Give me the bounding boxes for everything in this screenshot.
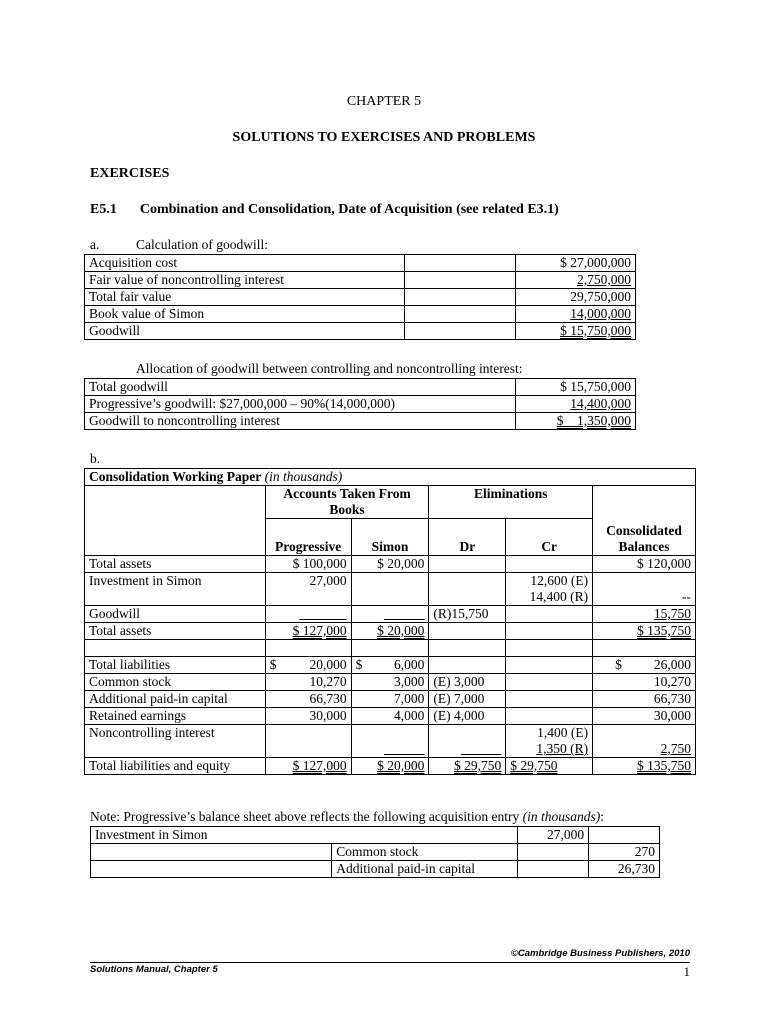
exercise-heading	[90, 202, 559, 218]
row-label: Retained earnings	[85, 708, 266, 725]
cell-simon: $ 20,000	[351, 556, 429, 573]
cell-progressive: 27,000	[265, 573, 351, 606]
row-label: Goodwill	[85, 606, 266, 623]
allocation-table	[84, 378, 636, 430]
header-dr: Dr	[429, 519, 506, 556]
cell-simon: $ 20,000	[377, 623, 425, 638]
row-label: Total assets	[85, 556, 266, 573]
cell-progressive: 66,730	[265, 691, 351, 708]
row-value: $ 15,750,000	[560, 323, 631, 338]
table-header-row	[85, 486, 696, 519]
cell-progressive: $ 100,000	[265, 556, 351, 573]
acquisition-entry-table	[90, 826, 660, 878]
working-paper-title-bold: Consolidation Working Paper	[89, 469, 262, 484]
entry-debit	[518, 861, 589, 878]
working-paper-title	[85, 469, 696, 486]
cell-dr	[429, 556, 506, 573]
row-label: Additional paid-in capital	[85, 691, 266, 708]
chapter-heading: CHAPTER 5	[346, 94, 422, 109]
table-row	[91, 861, 660, 878]
table-row	[85, 289, 636, 306]
entry-credit-account: Common stock	[332, 844, 518, 861]
cell-dr: (E) 3,000	[429, 674, 506, 691]
cell-consolidated: 10,270	[593, 674, 696, 691]
note-colon: :	[600, 809, 605, 824]
cell-progressive: $ 127,000	[292, 758, 347, 773]
row-label: Progressive’s goodwill: $27,000,000 – 90%(14,000,000)	[85, 396, 516, 413]
cell-simon: 4,000	[351, 708, 429, 725]
entry-account	[91, 844, 332, 861]
cell-progressive	[265, 725, 351, 758]
cell-consolidated: $ 135,750	[637, 758, 691, 773]
cell-cr	[506, 691, 593, 708]
cell-cr	[506, 573, 593, 606]
row-label: Total liabilities and equity	[85, 758, 266, 775]
cell-cr	[506, 708, 593, 725]
table-row	[85, 255, 636, 272]
page-number: 1	[683, 964, 690, 979]
table-row	[91, 844, 660, 861]
cell-cr	[506, 725, 593, 758]
table-row	[85, 758, 696, 775]
row-label: Acquisition cost	[85, 255, 405, 272]
cell-simon: 7,000	[351, 691, 429, 708]
cell-dr: (E) 7,000	[429, 691, 506, 708]
exercise-title: Combination and Consolidation, Date of Acquisition (see related E3.1)	[139, 202, 559, 217]
cell-progressive: $ 20,000	[265, 657, 351, 674]
table-row	[85, 396, 636, 413]
cell-consolidated: 2,750	[660, 741, 691, 756]
cell-consolidated: $ 135,750	[637, 623, 691, 638]
row-value: $ 27,000,000	[516, 255, 636, 272]
header-progressive: Progressive	[265, 519, 351, 556]
part-a-intro: Calculation of goodwill:	[136, 237, 268, 252]
header-simon: Simon	[351, 519, 429, 556]
entry-credit-account: Additional paid-in capital	[332, 861, 518, 878]
table-row	[85, 306, 636, 323]
cell-cr	[506, 623, 593, 640]
table-row	[85, 606, 696, 623]
entry-credit: 26,730	[589, 861, 660, 878]
cell-cr	[506, 657, 593, 674]
table-row	[85, 272, 636, 289]
cell-cr-line2: 14,400 (R)	[529, 589, 589, 604]
row-label: Total assets	[85, 623, 266, 640]
header-accounts: Accounts Taken From Books	[265, 486, 429, 519]
cell-progressive: $ 127,000	[292, 623, 347, 638]
footer-divider	[90, 962, 690, 963]
page-title: SOLUTIONS TO EXERCISES AND PROBLEMS	[232, 130, 536, 145]
cell-simon: $ 6,000	[351, 657, 429, 674]
cell-cr	[506, 606, 593, 623]
header-eliminations: Eliminations	[429, 486, 593, 519]
table-row	[85, 674, 696, 691]
note-body: Note: Progressive’s balance sheet above reflects the following acquisition entry	[90, 809, 520, 824]
cell-simon: $ 20,000	[377, 758, 425, 773]
cell-consolidated: $ 26,000	[593, 657, 696, 674]
cell-dr: (R)15,750	[429, 606, 506, 623]
cell-simon	[351, 573, 429, 606]
row-label: Goodwill to noncontrolling interest	[85, 413, 516, 430]
cell-dr: $ 29,750	[454, 758, 502, 773]
working-paper-title-italic: (in thousands)	[264, 469, 343, 484]
cell-cr: $ 29,750	[510, 758, 558, 773]
row-label: Noncontrolling interest	[85, 725, 266, 758]
note-text	[90, 809, 604, 825]
cell-consolidated: --	[593, 573, 696, 606]
row-label: Total fair value	[85, 289, 405, 306]
cell-cr-line1: 12,600 (E)	[530, 573, 589, 588]
table-row	[85, 725, 696, 758]
row-label: Common stock	[85, 674, 266, 691]
table-row	[85, 657, 696, 674]
header-consolidated: Consolidated Balances	[593, 486, 696, 556]
row-label: Book value of Simon	[85, 306, 405, 323]
cell-progressive: 30,000	[265, 708, 351, 725]
row-value: $ 1,350,000	[556, 413, 631, 428]
goodwill-table	[84, 254, 636, 340]
entry-credit: 270	[589, 844, 660, 861]
entry-account: Investment in Simon	[91, 827, 518, 844]
row-value: $ 15,750,000	[516, 379, 636, 396]
table-row	[85, 623, 696, 640]
cell-consolidated: 30,000	[593, 708, 696, 725]
row-label: Goodwill	[85, 323, 405, 340]
row-label: Total liabilities	[85, 657, 266, 674]
row-label: Fair value of noncontrolling interest	[85, 272, 405, 289]
part-a-label: a.	[90, 237, 100, 252]
cell-cr	[506, 674, 593, 691]
entry-credit	[589, 827, 660, 844]
cell-cr	[506, 556, 593, 573]
note-italic: (in thousands)	[522, 809, 601, 824]
table-row	[91, 827, 660, 844]
section-heading: EXERCISES	[90, 166, 170, 181]
spacer-row	[85, 640, 696, 657]
table-title-row	[85, 469, 696, 486]
cell-consolidated: $ 120,000	[593, 556, 696, 573]
row-value: 14,400,000	[570, 396, 631, 411]
exercise-number: E5.1	[90, 202, 117, 217]
cell-dr: (E) 4,000	[429, 708, 506, 725]
table-row	[85, 379, 636, 396]
entry-debit	[518, 844, 589, 861]
row-label: Investment in Simon	[85, 573, 266, 606]
cell-simon: 3,000	[351, 674, 429, 691]
copyright-notice: ©Cambridge Business Publishers, 2010	[510, 948, 690, 959]
row-value: 2,750,000	[577, 272, 631, 287]
cell-consolidated: 66,730	[593, 691, 696, 708]
cell-progressive: 10,270	[265, 674, 351, 691]
row-value: 29,750,000	[516, 289, 636, 306]
allocation-intro: Allocation of goodwill between controlling and noncontrolling interest:	[136, 361, 523, 376]
row-value: 14,000,000	[570, 306, 631, 321]
cell-cr-line2: 1,350 (R)	[536, 741, 589, 756]
header-cr: Cr	[506, 519, 593, 556]
table-row	[85, 323, 636, 340]
table-row	[85, 691, 696, 708]
table-row	[85, 413, 636, 430]
row-label: Total goodwill	[85, 379, 516, 396]
cell-cr-line1: 1,400 (E)	[537, 725, 589, 740]
cell-dr	[429, 623, 506, 640]
entry-account	[91, 861, 332, 878]
cell-consolidated: 15,750	[653, 606, 691, 621]
cell-dr	[429, 573, 506, 606]
table-row	[85, 708, 696, 725]
part-b-label: b.	[90, 451, 101, 466]
entry-debit: 27,000	[518, 827, 589, 844]
footer-manual-title: Solutions Manual, Chapter 5	[90, 964, 218, 975]
cell-dr	[429, 657, 506, 674]
table-row	[85, 556, 696, 573]
consolidation-working-paper	[84, 468, 696, 775]
table-row	[85, 573, 696, 606]
